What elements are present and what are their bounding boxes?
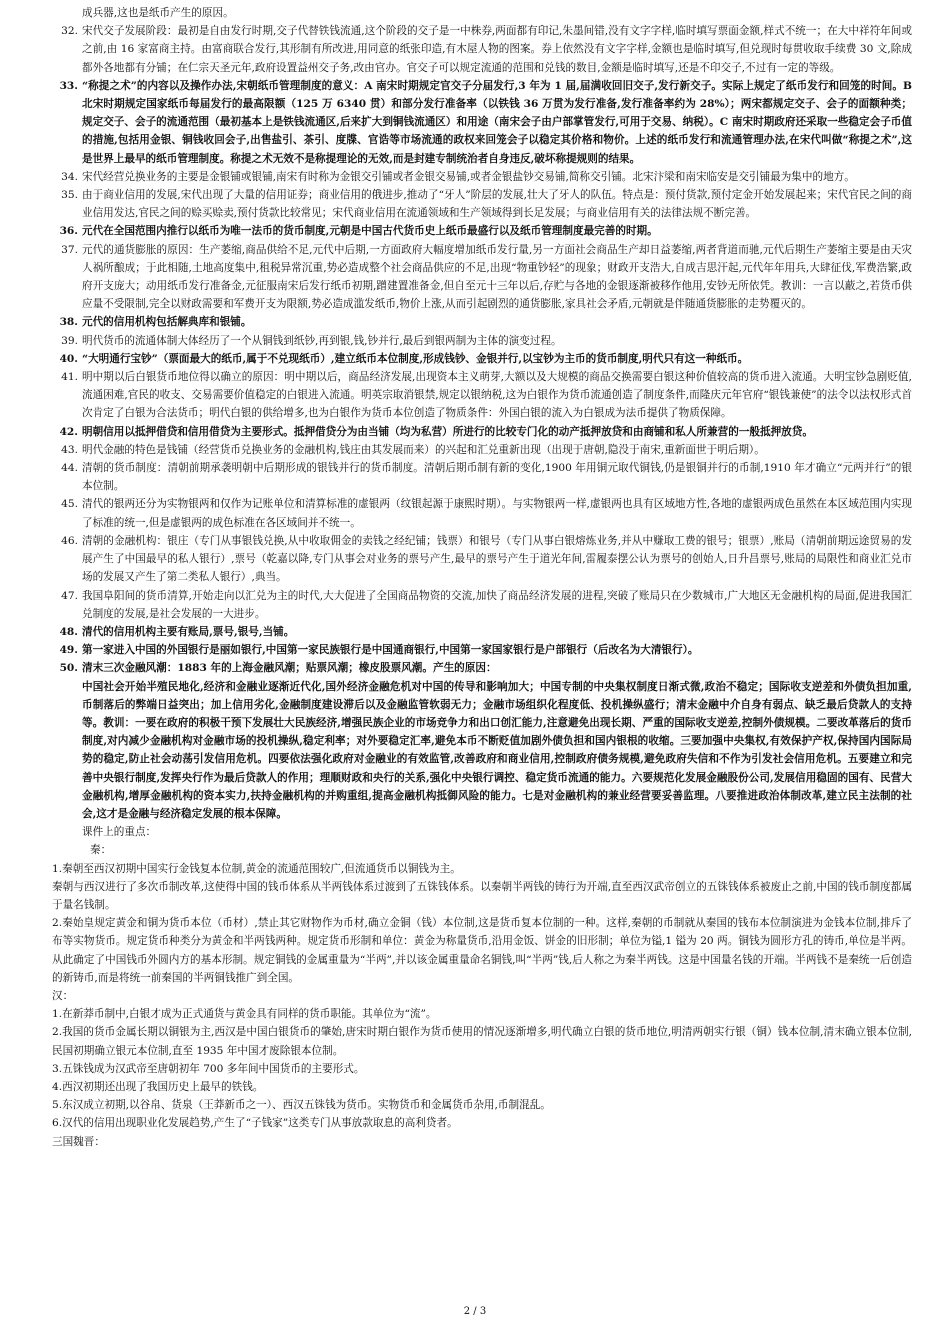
item-number: 47. [61,589,78,602]
list-item [52,423,912,441]
list-item [52,623,912,641]
han-paragraph: 2.我国的货币金属长期以铜银为主,西汉是中国白银货币的肇始,唐宋时期白银作为货币使用的情况逐渐增多,明代确立白银的货币地位,明清两朝实行银（铜）钱本位制,清末确立银本位制,民国初期确立银元本位制,直至 1935 年中国才废除银本位制。 [52,1026,912,1057]
list-item [52,459,912,495]
item-text: 宋代交子发展阶段：最初是自由发行时期,交子代替铁钱流通,这个阶段的交子是一中株券,两面都有印记,朱墨间错,没有文字字样,临时填写票面金额,样式不统一；在大中祥符年间或之前,由 16 家富商主持。由富商联合发行,其形制有所改进,用同意的纸张印造,有木屋人物的图案。券上依然没有文字字样,金额也是临时填写,但兑现时每贯收取手续费 30 文,除成都外各地都有分铺；在仁宗天圣元年,政府设置益州交子务,改由官办。官交子可以规定流通的范围和兑钱的数目,金额是临时填写,还是不印交子,不过有一定的等级。 [82,25,912,74]
list-item [52,641,912,659]
han-paragraph: 3.五铢钱成为汉武帝至唐朝初年 700 多年间中国货币的主要形式。 [52,1062,365,1075]
qin-paragraph: 秦朝与西汉进行了多次币制改革,这使得中国的钱币体系从半两钱体系过渡到了五铢钱体系。以秦朝半两钱的铸行为开端,直至西汉武帝创立的五铢钱体系被废止之前,中国的钱币制度都属于量名钱制。 [52,880,912,911]
item-number: 50. [59,662,78,675]
item-50-body: 中国社会开始半殖民地化,经济和金融业逐渐近代化,国外经济金融危机对中国的传导和影响加大；中国专制的中央集权制度日渐式微,政治不稳定；国际收支逆差和外债负担加重,币制落后的弊端日益突出；加上信用劣化,金融制度建设滞后以及金融监管软弱无力；金融市场组织化程度低、投机操纵盛行；清末金融中介自身有弱点、缺乏最后贷款人的支持等。教训：一要在政府的积极干预下发展壮大民族经济,增强民族企业的市场竞争力和出口创汇能力,注意避免出现长期、严重的国际收支逆差,控制外债规模。二要改革落后的货币制度,对内减少金融机构对金融市场的投机操纵,稳定利率；对外要稳定汇率,避免本币不断贬值加剧外债负担和国内银根的收缩。三要加强中央集权,有效保护产权,保持国内国际局势的稳定,防止社会动荡引发信用危机。四要依法强化政府对金融业的有效监管,改善政府和商业信用,控制政府债务规模,避免政府失信和不作为引发社会信用危机。五要建立和完善中央银行制度,发挥央行作为最后贷款人的作用；理顺财政和央行的关系,强化中央银行调控、稳定货币流通的能力。六要规范化发展金融股份公司,发展信用稳固的国有、民营大金融机构,增厚金融机构的资本实力,扶持金融机构的并购重组,提高金融机构抵御风险的能力。七是对金融机构的兼业经营要妥善监理。八要推进政治体制改革,建立民主法制的社会,这才是金融与经济稳定发展的根本保障。 [82,680,912,820]
item-number: 42. [59,425,78,438]
item-number: 35. [61,189,78,202]
item-text: 明代货币的流通体制大体经历了一个从铜钱到纸钞,再到银,钱,钞并行,最后到银两制为主体的演变过程。 [82,334,562,347]
item-text: 第一家进入中国的外国银行是丽如银行,中国第一家民族银行是中国通商银行,中国第一家国家银行是户部银行（后改名为大清银行）。 [82,644,699,657]
list-item [52,495,912,531]
item-text: 明朝信用以抵押借贷和信用借贷为主要形式。抵押借贷分为由当铺（均为私营）所进行的比较专门化的动产抵押放贷和由商铺和私人所兼营的一般抵押放贷。 [82,425,813,438]
item-text: 我国阜阳间的货币清算,开始走向以汇兑为主的时代,大大促进了全国商品物资的交流,加快了商品经济发展的进程,突破了账局只在少数城市,广大地区无金融机构的局面,促进我国汇兑制度的发展,是社会发展的一大进步。 [82,589,912,620]
item-text: 清末三次金融风潮：1883 年的上海金融风潮；贴票风潮；橡皮股票风潮。产生的原因： [82,662,497,675]
list-item [52,587,912,623]
list-item [52,368,912,423]
item-text: 明中期以后白银货币地位得以确立的原因：明中期以后，商品经济发展,出现资本主义萌芽,大额以及大规模的商品交换需要白银这种价值较高的货币进入流通。大明宝钞急剧贬值,流通困难,官民的收支、交易需要价值稳定的白银进入流通。明英宗取消银禁,规定以银纳税,这为白银作为货币流通创造了制度条件,而隆庆元年官府“银钱兼使”的法令以法权形式首次肯定了白银为合法货币；明代白银的供给增多,也为白银作为货币本位创造了物质条件：外国白银的流入为白银成为法币提供了物质保障。 [82,371,912,420]
list-item [52,332,912,350]
item-number: 34. [61,170,78,183]
han-paragraph: 5.东汉成立初期,以谷帛、货泉（王莽新币之一）、西汉五铢钱为货币。实物货币和金属货币杂用,币制混乱。 [52,1099,551,1112]
list-item [52,22,912,77]
list-item [52,77,912,168]
item-number: 36. [59,225,78,238]
item-text: 明代金融的特色是钱铺（经营货币兑换业务的金融机构,钱庄由其发展而来）的兴起和汇兑重新出现（出现于唐朝,隐没于南宋,重新面世于明后期）。 [82,443,765,456]
list-item [52,241,912,314]
item-number: 39. [61,334,78,347]
page-number: 2 / 3 [463,1306,487,1317]
item-text: 元代在全国范围内推行以纸币为唯一法币的货币制度,元朝是中国古代货币史上纸币最盛行以及纸币管理制度最完善的时期。 [82,225,658,238]
item-text: “大明通行宝钞”（票面最大的纸币,属于不兑现纸币）,建立纸币本位制度,形成钱钞、金银并行,以宝钞为主币的货币制度,明代只有这一种纸币。 [82,352,749,365]
wei-title: 三国魏晋： [52,1135,105,1148]
qin-paragraph: 2.秦始皇规定黄金和铜为货币本位（币材）,禁止其它财物作为币材,确立金铜（钱）本位制,这是货币复本位制的一种。这样,秦朝的币制就从秦国的钱布本位制演进为金钱本位制,排斥了布等实物货币。规定货币种类分为黄金和半两钱两种。规定货币形制和单位：黄金为称量货币,沿用金饭、饼金的旧形制；单位为镒,1 镒为 20 两。铜钱为圆形方孔的铸币,单位是半两。从此确定了中国钱币外圆内方的基本形制。规定铜钱的金属重量为“半两”,并以该金属重量命名铜钱,叫“半两”钱,后人称之为秦半两钱。这是中国量名钱的开端。半两钱不是秦统一后创造的新铸币,而是将统一前秦国的半两铜钱推广到全国。 [52,917,912,984]
list-item [52,441,912,459]
item-text: 宋代经营兑换业务的主要是金银铺或银铺,南宋有时称为金银交引铺或者金银交易铺,或者金银盐钞交易铺,简称交引铺。北宋汴梁和南宋临安是交引铺最为集中的地方。 [82,170,855,183]
document-body [52,4,912,1151]
han-paragraph: 1.在新莽币制中,白银才成为正式通货与黄金具有同样的货币职能。其单位为“流”。 [52,1008,437,1021]
list-item [52,532,912,587]
item-text: 清朝的金融机构：银庄（专门从事银钱兑换,从中收取佣金的卖钱之经纪铺；钱票）和银号（专门从事白银熔炼业务,并从中赚取工费的银号；银票）,账局（清朝前期远途贸易的发展产生了中国最早的私人银行）,票号（乾嘉以降,专门从事会对业务的票号产生,最早的票号产生于道光年间,雷履泰摆公认为票号的创始人,日升昌票号,账局的局限性和商业汇兑市场的发展又产生了第二类私人银行）,典当。 [82,534,912,584]
item-text: 元代的信用机构包括解典库和银铺。 [82,316,252,329]
han-title: 汉： [52,989,74,1002]
item-text: 清代的信用机构主要有账局,票号,银号,当铺。 [82,625,295,638]
list-item [52,659,912,677]
item-number: 48. [59,625,78,638]
list-item [52,313,912,331]
item-text: “称提之术”的内容以及操作办法,宋朝纸币管理制度的意义：A 南宋时期规定官交子分届发行,3 年为 1 届,届满收回旧交子,发行新交子。实际上规定了纸币发行和回笼的时间。B 北宋时期规定国家纸币每届发行的最高限额（125 万 6340 贯）和部分发行准备率（以铁钱 36 万贯为发行准备,发行准备率约为 28%）；两宋都规定交子、会子的面额种类；规定交子、会子的流通范围（最初基本上是铁钱流通区,后来扩大到铜钱流通区）和用途（南宋会子由户部掌管发行,可用于交易、纳税）。C 南宋时期政府还采取一些稳定会子币值的措施,包括用金银、铜钱收回会子,出售盐引、茶引、度牒、官诰等市场流通的政权来回笼会子以稳定其价格和物价。上述的纸币发行和流通管理办法,在宋代叫做“称提之术”,这是世界上最早的纸币管理制度。称提之术无效不是称提理论的无效,而是封建专制统治者自身违反,破坏称提规则的结果。 [82,79,912,165]
list-item [52,186,912,222]
item-number: 38. [59,316,78,329]
numbered-list [52,22,912,677]
qin-section [52,860,912,987]
item-number: 40. [59,352,78,365]
item-number: 46. [61,534,78,547]
item-text: 元代的通货膨胀的原因：生产萎缩,商品供给不足,元代中后期,一方面政府大幅度增加纸币发行量,另一方面社会商品生产却日益萎缩,两者背道而驰,元代后期生产萎缩主要是由天灾人祸所酿成；于此相随,土地高度集中,租税异常沉重,势必造成整个社会商品供应的不足,出现“物重钞轻”的现象；财政开支浩大,自成吉思汗起,元代年年用兵,大肆征伐,军费浩繁,政府开支庞大；动用纸币发行准备金,元征服南宋后发行纸币初期,蹭建置准备金,但自至元十三年以后,存贮与各地的金银逐渐被移作他用,安钞无所依凭。教训：一言以蔽之,若货币供应量不受限制,完全以财政需要和军费开支为限额,势必造成滥发纸币,物价上涨,从而引起剧烈的通货膨胀,家具社会矛盾,元朝就是伴随通货膨胀的走势覆灭的。 [82,243,912,311]
qin-title: 秦： [90,844,112,857]
item-number: 49. [59,644,78,657]
qin-paragraph: 1.秦朝至西汉初期中国实行金钱复本位制,黄金的流通范围较广,但流通货币以铜钱为主。 [52,862,461,875]
item-text: 清朝的货币制度：清朝前期承袭明朝中后期形成的银钱并行的货币制度。清朝后期币制有新的变化,1900 年用铜元取代铜钱,仍是银铜并行的币制,1910 年才确立“元两并行”的银本位制。 [82,462,912,493]
list-item [52,222,912,240]
item-number: 45. [61,498,78,511]
list-item [52,350,912,368]
item-number: 41. [61,371,78,384]
item-text: 清代的银两还分为实物银两和仅作为记账单位和清算标准的虚银两（纹银起源于康熙时期）。与实物银两一样,虚银两也具有区域地方性,各地的虚银两成色虽然在本区域范围内实现了标准的统一,但是虚银两的成色标准在各区域间并不统一。 [82,498,912,529]
han-paragraph: 6.汉代的信用出现职业化发展趋势,产生了“子钱家”这类专门从事放款取息的高利贷者。 [52,1117,458,1130]
item-number: 44. [61,462,78,475]
item-text: 由于商业信用的发展,宋代出现了大量的信用证券；商业信用的俄进步,推动了“牙人”阶层的发展,壮大了牙人的队伍。特点是：预付货款,预付定金开始发展起来；宋代官民之间的商业信用发达,官民之间的赊买赊卖,预付货款比较常见；宋代商业信用在流通领域和生产领域得到长足发展；与商业信用有关的法律法规不断完善。 [82,189,912,220]
han-section [52,1005,912,1132]
item-number: 33. [59,79,78,92]
item-number: 37. [61,243,78,256]
list-item [52,168,912,186]
item-number: 32. [61,25,78,38]
key-points-title: 课件上的重点： [82,826,157,839]
continuation-line: 成兵器,这也是纸币产生的原因。 [82,7,234,19]
han-paragraph: 4.西汉初期还出现了我国历史上最早的铁钱。 [52,1080,264,1093]
item-number: 43. [61,443,78,456]
